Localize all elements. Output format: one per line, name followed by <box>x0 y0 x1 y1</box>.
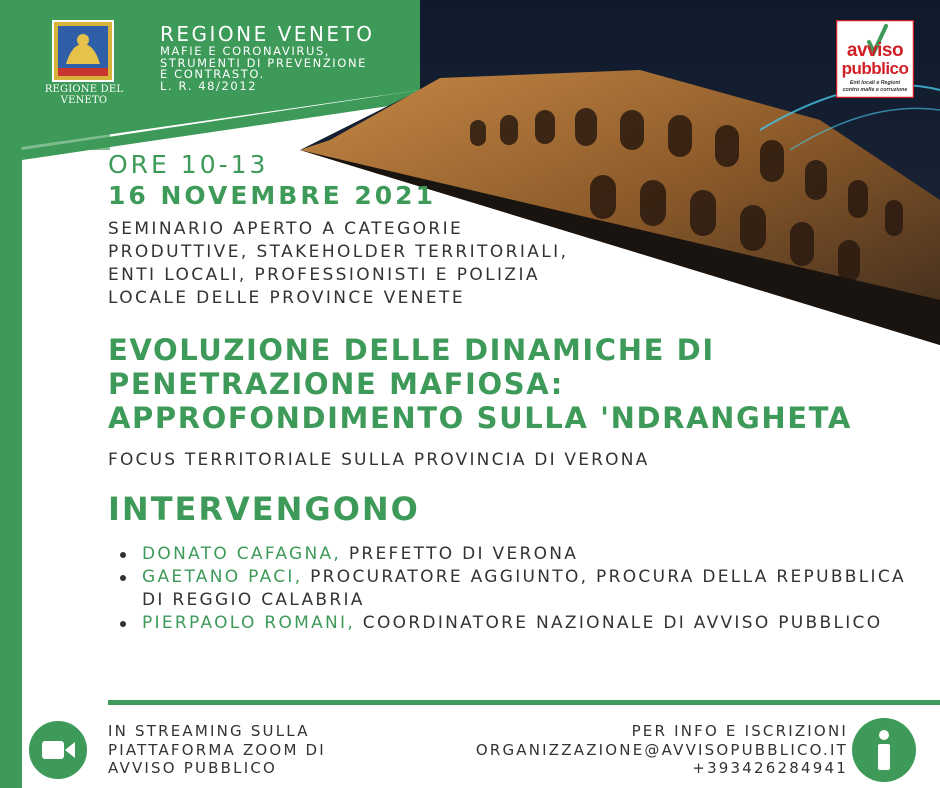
event-headline <box>108 333 852 435</box>
avviso-logo-line1: avviso <box>846 40 904 61</box>
bullet-icon <box>120 552 126 558</box>
speaker-name: PIERPAOLO ROMANI, <box>142 613 356 633</box>
region-title: REGIONE VENETO <box>160 22 375 46</box>
headline-line: APPROFONDIMENTO SULLA 'NDRANGHETA <box>108 401 852 435</box>
region-subtitle-line: STRUMENTI DI PREVENZIONE <box>160 55 368 70</box>
speakers-list <box>120 543 920 635</box>
speaker-name: DONATO CAFAGNA, <box>142 544 342 564</box>
speaker-item <box>120 612 920 635</box>
video-camera-icon <box>26 718 90 782</box>
speaker-role: COORDINATORE NAZIONALE DI AVVISO PUBBLICO <box>355 613 883 633</box>
event-time: ORE 10-13 <box>108 150 269 179</box>
event-description <box>108 218 668 310</box>
streaming-line: AVVISO PUBBLICO <box>108 759 278 777</box>
bullet-icon <box>120 621 126 627</box>
region-subtitle-line: L. R. 48/2012 <box>160 78 258 93</box>
event-focus: FOCUS TERRITORIALE SULLA PROVINCIA DI VERONA <box>108 450 650 470</box>
description-line: SEMINARIO APERTO A CATEGORIE <box>108 219 464 239</box>
footer-divider <box>108 700 940 705</box>
contact-email[interactable]: ORGANIZZAZIONE@AVVISOPUBBLICO.IT <box>475 740 848 759</box>
streaming-line: PIATTAFORMA ZOOM DI <box>108 740 326 759</box>
logo-caption: REGIONE DEL VENETO <box>44 84 124 106</box>
avviso-logo-line2: pubblico <box>841 59 909 78</box>
speaker-role: PREFETTO DI VERONA <box>341 544 579 564</box>
speaker-item <box>120 566 920 612</box>
info-icon <box>852 718 916 782</box>
contact-line: PER INFO E ISCRIZIONI <box>631 722 848 740</box>
avviso-logo-tagline1: Enti locali e Regioni <box>849 80 901 86</box>
region-subtitle-line: MAFIE E CORONAVIRUS, <box>160 44 331 58</box>
streaming-info <box>108 722 326 778</box>
description-line: LOCALE DELLE PROVINCE VENETE <box>108 288 465 308</box>
description-line: ENTI LOCALI, PROFESSIONISTI E POLIZIA <box>108 265 540 285</box>
speaker-name: GAETANO PACI, <box>142 567 303 587</box>
regione-veneto-logo <box>52 20 114 82</box>
event-date: 16 NOVEMBRE 2021 <box>108 181 436 210</box>
contact-phone[interactable]: +393426284941 <box>692 759 848 777</box>
speaker-item <box>120 543 920 566</box>
headline-line: PENETRAZIONE MAFIOSA: <box>108 367 564 401</box>
streaming-line: IN STREAMING SULLA <box>108 722 310 740</box>
speaker-role: PROCURATORE AGGIUNTO, PROCURA DELLA REPUBBLICA DI REGGIO CALABRIA <box>142 567 906 610</box>
region-subtitle-line: E CONTRASTO. <box>160 67 265 81</box>
contact-info <box>476 722 848 778</box>
region-subtitle <box>160 46 460 92</box>
avviso-pubblico-logo <box>836 20 914 98</box>
speakers-title: INTERVENGONO <box>108 490 420 528</box>
headline-line: EVOLUZIONE DELLE DINAMICHE DI <box>108 333 715 367</box>
avviso-logo-tagline2: contro mafie e corruzione <box>842 87 908 93</box>
bullet-icon <box>120 575 126 581</box>
description-line: PRODUTTIVE, STAKEHOLDER TERRITORIALI, <box>108 242 569 262</box>
